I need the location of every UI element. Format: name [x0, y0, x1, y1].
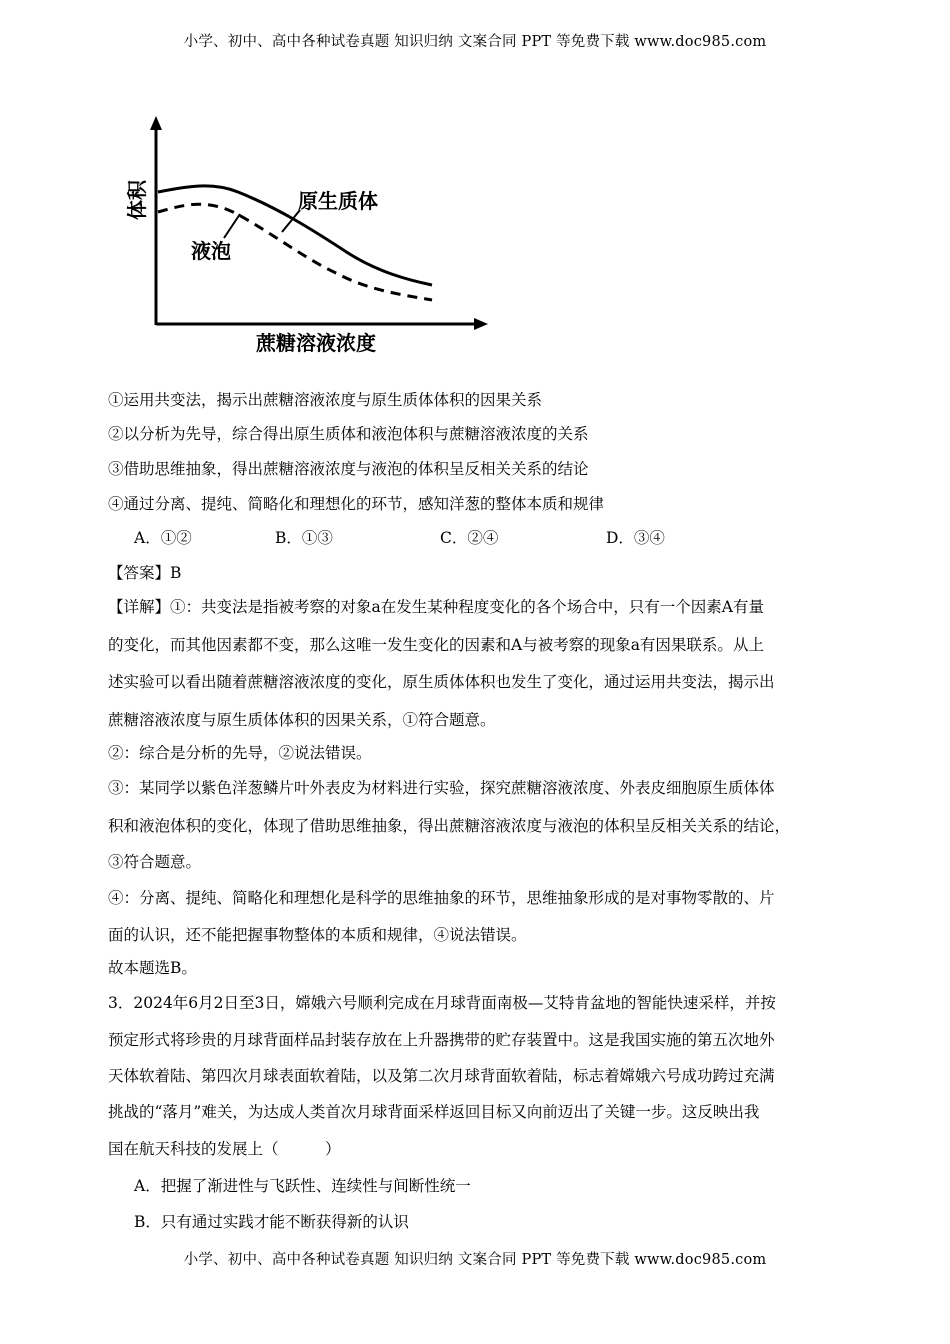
label-protoplast: 原生质体 [298, 189, 378, 213]
detail-line: 面的认识，还不能把握事物整体的本质和规律，④说法错误。 [108, 926, 527, 944]
series-line-protoplast [158, 186, 432, 285]
page-footer: 小学、初中、高中各种试卷真题 知识归纳 文案合同 PPT 等免费下载 www.doc985.com [183, 1252, 767, 1268]
page-header: 小学、初中、高中各种试卷真题 知识归纳 文案合同 PPT 等免费下载 www.doc985.com [183, 34, 767, 50]
detail-line: 述实验可以看出随着蔗糖溶液浓度的变化，原生质体体积也发生了变化，通过运用共变法，揭示出 [108, 673, 775, 691]
x-axis-arrow [474, 318, 488, 330]
label-vacuole: 液泡 [191, 239, 231, 263]
statement-3: ③借助思维抽象，得出蔗糖溶液浓度与液泡的体积呈反相关关系的结论 [108, 460, 589, 478]
detail-line: 故本题选B。 [108, 959, 197, 977]
x-axis-label: 蔗糖溶液浓度 [256, 331, 376, 355]
option-a: A．①② [134, 529, 192, 547]
question-3-option-b: B．只有通过实践才能不断获得新的认识 [134, 1213, 409, 1231]
detail-line: 的变化，而其他因素都不变，那么这唯一发生变化的因素和A与被考察的现象a有因果联系。从上 [108, 636, 764, 654]
question-3-line: 国在航天科技的发展上（ ） [108, 1140, 341, 1158]
detail-line: ③：某同学以紫色洋葱鳞片叶外表皮为材料进行实验，探究蔗糖溶液浓度、外表皮细胞原生质体体 [108, 779, 775, 797]
question-3-line: 3．2024年6月2日至3日，嫦娥六号顺利完成在月球背面南极—艾特肯盆地的智能快速采样，并按 [108, 994, 776, 1012]
detail-line: 【详解】①：共变法是指被考察的对象a在发生某种程度变化的各个场合中，只有一个因素A有量 [108, 598, 764, 616]
detail-line: 积和液泡体积的变化，体现了借助思维抽象，得出蔗糖溶液浓度与液泡的体积呈反相关关系的结论， [108, 817, 791, 835]
detail-line: ③符合题意。 [108, 853, 202, 871]
y-axis-arrow [150, 116, 162, 130]
option-c: C．②④ [440, 529, 499, 547]
option-d: D．③④ [606, 529, 665, 547]
question-3-line: 挑战的“落月”难关，为达成人类首次月球背面采样返回目标又向前迈出了关键一步。这反映出我 [108, 1103, 760, 1121]
detail-line: ②：综合是分析的先导，②说法错误。 [108, 744, 372, 762]
question-3-line: 天体软着陆、第四次月球表面软着陆，以及第二次月球背面软着陆，标志着嫦娥六号成功跨过充满 [108, 1067, 775, 1085]
detail-line: 蔗糖溶液浓度与原生质体体积的因果关系，①符合题意。 [108, 711, 496, 729]
y-axis-label: 体积 [125, 180, 149, 220]
question-3-option-a: A．把握了渐进性与飞跃性、连续性与间断性统一 [134, 1177, 471, 1195]
volume-chart [118, 110, 498, 365]
question-3-line: 预定形式将珍贵的月球背面样品封装存放在上升器携带的贮存装置中。这是我国实施的第五次地外 [108, 1031, 775, 1049]
answer: 【答案】B [108, 564, 182, 582]
statement-2: ②以分析为先导，综合得出原生质体和液泡体积与蔗糖溶液浓度的关系 [108, 425, 589, 443]
statement-4: ④通过分离、提纯、简略化和理想化的环节，感知洋葱的整体本质和规律 [108, 495, 605, 513]
statement-1: ①运用共变法，揭示出蔗糖溶液浓度与原生质体体积的因果关系 [108, 391, 543, 409]
option-b: B．①③ [275, 529, 333, 547]
detail-line: ④：分离、提纯、简略化和理想化是科学的思维抽象的环节，思维抽象形成的是对事物零散的、片 [108, 889, 775, 907]
vacuole-leader [224, 214, 240, 238]
